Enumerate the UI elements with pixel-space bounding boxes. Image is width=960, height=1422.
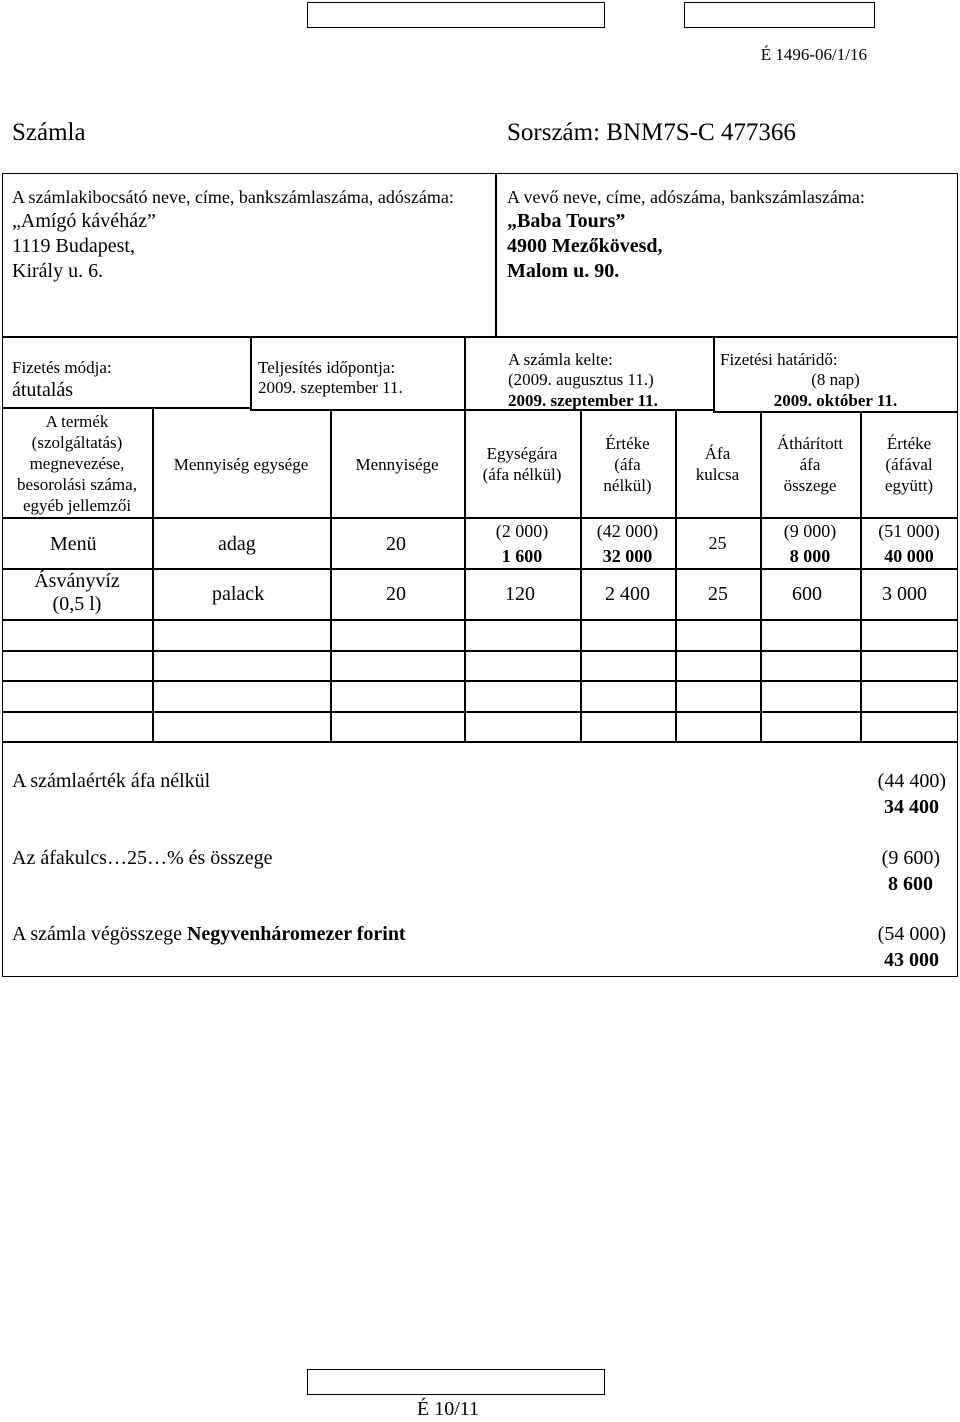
issue-date-corrected: (2009. augusztus 11.) xyxy=(508,370,654,389)
col-header-unit-price: Egységára (áfa nélkül) xyxy=(482,444,562,484)
grand-total-corrected: (54 000) xyxy=(877,923,946,945)
item-2-qty: 20 xyxy=(386,583,406,605)
item-1-gross-corrected: (51 000) xyxy=(878,521,940,541)
item-2-gross: 3 000 xyxy=(882,583,927,605)
item-1-net: 32 000 xyxy=(602,546,653,566)
buyer-heading: A vevő neve, címe, adószáma, bankszámlaszáma: xyxy=(507,187,865,207)
completion-date: 2009. szeptember 11. xyxy=(258,378,403,397)
seller-address-line1: 1119 Budapest, xyxy=(12,235,135,257)
header-field-left xyxy=(307,2,605,28)
buyer-address-line1: 4900 Mezőkövesd, xyxy=(507,235,663,257)
item-2-net: 2 400 xyxy=(605,583,650,605)
invoice-title: Számla xyxy=(12,119,86,146)
payment-method-label: Fizetés módja: xyxy=(12,358,112,377)
seller-heading: A számlakibocsátó neve, címe, bankszámlaszáma, adószáma: xyxy=(12,187,454,207)
col-header-unit: Mennyiség egysége xyxy=(173,455,309,474)
col-header-qty: Mennyisége xyxy=(355,455,439,474)
document-code: É 1496-06/1/16 xyxy=(760,45,867,64)
col-header-vat-amount: Áthárított áfa összege xyxy=(776,434,844,495)
buyer-address-line2: Malom u. 90. xyxy=(507,260,620,282)
item-1-unit-price-corrected: (2 000) xyxy=(495,521,549,541)
grand-total: 43 000 xyxy=(884,949,939,971)
due-date-label: Fizetési határidő: xyxy=(720,350,838,369)
item-2-vat-rate: 25 xyxy=(708,583,728,605)
footer-field xyxy=(307,1369,605,1395)
item-2-unit: palack xyxy=(212,583,265,605)
item-1-gross: 40 000 xyxy=(884,546,934,566)
item-1-net-corrected: (42 000) xyxy=(596,521,659,541)
item-1-name: Menü xyxy=(50,533,97,555)
total-vat-label: Az áfakulcs…25…% és összege xyxy=(12,847,273,869)
item-1-vat: 8 000 xyxy=(789,546,831,566)
completion-label: Teljesítés időpontja: xyxy=(258,358,396,377)
col-header-net-value: Értéke (áfa nélkül) xyxy=(603,434,652,495)
due-term: (8 nap) xyxy=(811,370,860,389)
col-header-product: A termék (szolgáltatás) megnevezése, besorolási száma, egyéb jellemzői xyxy=(17,412,137,515)
grand-total-label: A számla végösszege Negyvenháromezer forint xyxy=(12,923,406,945)
col-header-vat-rate: Áfa kulcsa xyxy=(695,444,740,484)
item-1-vat-corrected: (9 000) xyxy=(783,521,837,541)
issue-date-label: A számla kelte: xyxy=(508,350,613,369)
seller-address-line2: Király u. 6. xyxy=(12,260,104,282)
item-1-unit: adag xyxy=(218,533,256,555)
item-1-unit-price: 1 600 xyxy=(501,546,543,566)
total-net-corrected: (44 400) xyxy=(877,770,946,792)
buyer-name: „Baba Tours” xyxy=(507,210,626,232)
total-vat: 8 600 xyxy=(888,873,933,895)
item-2-unit-price: 120 xyxy=(505,583,535,605)
seller-name: „Amígó kávéház” xyxy=(12,210,156,232)
total-vat-corrected: (9 600) xyxy=(881,847,940,869)
item-2-vat: 600 xyxy=(792,583,822,605)
due-date: 2009. október 11. xyxy=(773,391,898,410)
page-number: É 10/11 xyxy=(417,1398,480,1420)
item-2-name: Ásványvíz (0,5 l) xyxy=(34,570,120,615)
col-header-gross-value: Értéke (áfával együtt) xyxy=(884,434,934,495)
total-net-label: A számlaérték áfa nélkül xyxy=(12,770,211,792)
item-1-qty: 20 xyxy=(386,533,406,555)
total-net: 34 400 xyxy=(884,796,939,818)
item-1-vat-rate: 25 xyxy=(708,533,727,553)
payment-method: átutalás xyxy=(12,379,74,401)
invoice-serial: Sorszám: BNM7S-C 477366 xyxy=(507,119,796,146)
header-field-right xyxy=(684,2,875,28)
grand-total-in-words: Negyvenháromezer forint xyxy=(186,923,406,945)
issue-date: 2009. szeptember 11. xyxy=(508,391,658,410)
